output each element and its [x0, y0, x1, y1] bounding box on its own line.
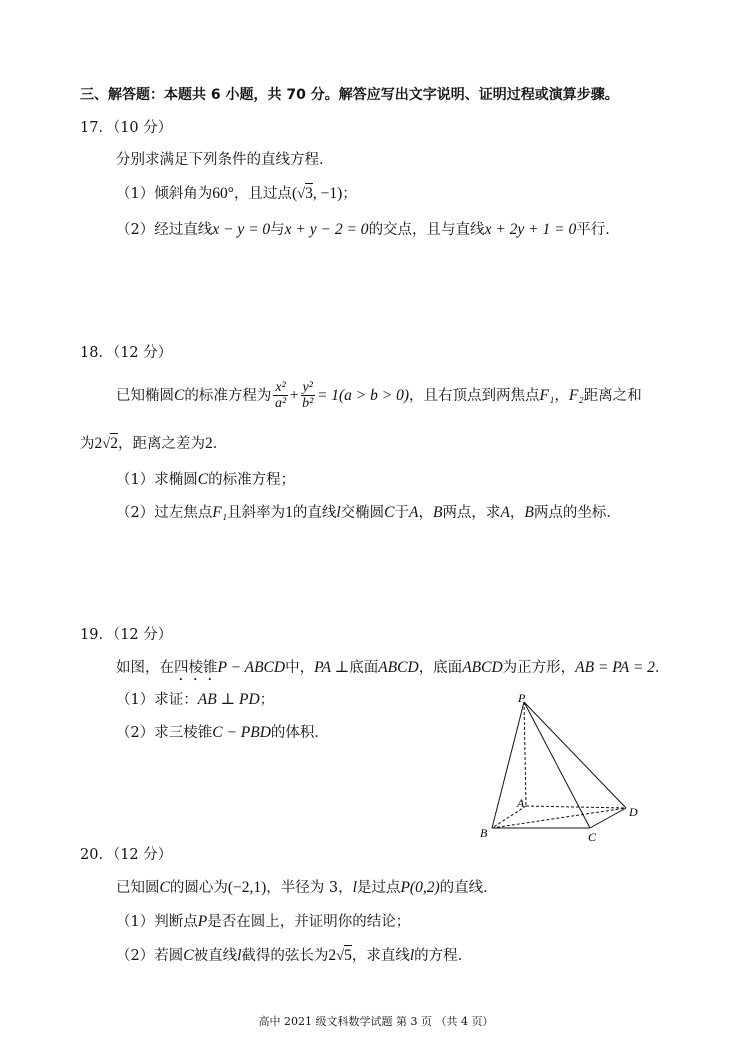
- q19-part2: （2）求三棱锥C − PBD的体积．: [116, 724, 329, 741]
- q18-number: 18．（12 分）: [80, 345, 173, 361]
- edge-PC: [524, 702, 590, 828]
- q18-part2: （2）过左焦点F₁且斜率为1的直线l交椭圆C于A，B两点，求A，B两点的坐标．: [116, 504, 621, 521]
- edge-AD: [526, 806, 626, 808]
- edge-PD: [524, 702, 626, 808]
- fraction-x-over-a: $\frac{\text{x²}}{\text{a²}}$: [274, 380, 287, 412]
- label-A: A: [517, 796, 525, 810]
- q19-number: 19．（12 分）: [80, 627, 173, 643]
- q20-number: 20．（12 分）: [80, 847, 173, 863]
- q17-part2: （2）经过直线x − y = 0与x + y − 2 = 0的交点，且与直线x + 2y + 1 = 0平行．: [116, 221, 620, 238]
- q18-line1: 已知椭圆C的标准方程为 $\frac{\text{x²}}{\text{a²}}$ + $\frac{\text{y²}}{\text{b²}}$ = 1(a > b > 0)，且右顶点到两焦点F₁，F₂距离之和: [116, 380, 642, 412]
- edge-PA: [524, 702, 526, 806]
- q18-part1: （1）求椭圆C的标准方程；: [116, 471, 296, 488]
- q20-line1: 已知圆C的圆心为(−2,1)，半径为 3，l是过点P(0,2)的直线．: [116, 879, 498, 896]
- q20-part2: （2）若圆C被直线l截得的弦长为2√5，求直线l的方程．: [116, 947, 473, 964]
- q17-number: 17．（10 分）: [80, 120, 173, 136]
- diag-BD: [492, 808, 626, 828]
- fraction-y-over-b: $\frac{\text{y²}}{\text{b²}}$: [302, 380, 314, 412]
- label-C: C: [588, 830, 597, 842]
- label-B: B: [480, 826, 488, 840]
- label-P: P: [518, 691, 526, 705]
- q18-line2: 为2√2，距离之差为2．: [80, 435, 228, 452]
- q19-part1: （1）求证：AB ⊥ PD；: [116, 691, 275, 708]
- q20-part1: （1）判断点P是否在圆上，并证明你的结论；: [116, 913, 411, 930]
- q17-part1: （1）倾斜角为60°，且过点(√3, −1)；: [116, 185, 357, 202]
- label-D: D: [629, 805, 638, 819]
- q19-line1: 如图，在四棱锥P − ABCD中，PA ⊥底面ABCD，底面ABCD为正方形，AB = PA = 2．: [116, 659, 670, 676]
- pyramid-figure: [474, 690, 644, 842]
- page-footer: 高中 2021 级文科数学试题 第 3 页 （共 4 页）: [258, 1015, 494, 1028]
- section-header: 三、解答题：本题共 6 小题，共 70 分。解答应写出文字说明、证明过程或演算步骤。: [80, 87, 619, 103]
- q17-intro: 分别求满足下列条件的直线方程．: [116, 152, 334, 168]
